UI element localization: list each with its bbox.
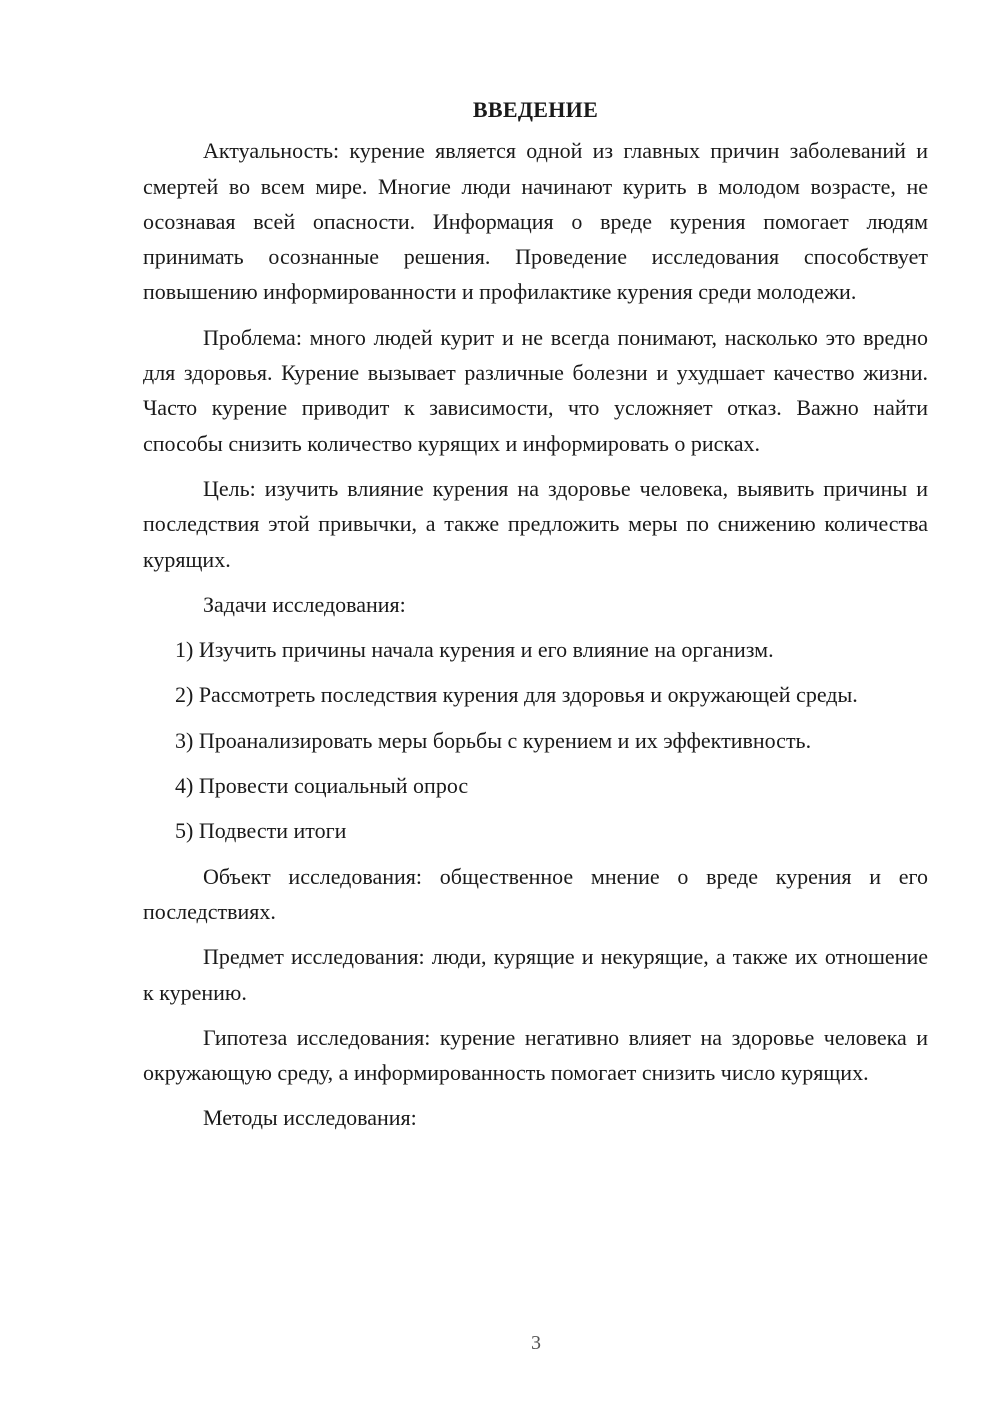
object-paragraph: Объект исследования: общественное мнение о вреде курения и его последствиях. bbox=[143, 863, 928, 924]
tasks-list bbox=[143, 632, 928, 848]
page-title: ВВЕДЕНИЕ bbox=[472, 97, 599, 122]
tasks-heading: Задачи исследования: bbox=[203, 591, 406, 617]
relevance-paragraph: Актуальность: курение является одной из главных причин заболеваний и смертей во всем мире. Многие люди начинают курить в молодом возрасте, не осознавая всей опасности. Информация о вреде курения помогает людям принимать осознанные решения. Проведение исследования способствует повышению информированности и профилактике курения среди молодежи. bbox=[143, 138, 928, 305]
document-page bbox=[143, 92, 928, 1146]
task-item: 5) Подвести итоги bbox=[175, 818, 347, 844]
hypothesis-paragraph: Гипотеза исследования: курение негативно влияет на здоровье человека и окружающую среду, а информированность помогает снизить число курящих. bbox=[143, 1024, 928, 1086]
methods-heading: Методы исследования: bbox=[203, 1105, 417, 1131]
subject-paragraph: Предмет исследования: люди, курящие и некурящие, а также их отношение к курению. bbox=[143, 944, 928, 1005]
task-item: 1) Изучить причины начала курения и его влияние на организм. bbox=[175, 637, 774, 663]
problem-paragraph: Проблема: много людей курит и не всегда понимают, насколько это вредно для здоровья. Курение вызывает различные болезни и ухудшает качество жизни. Часто курение приводит к зависимости, что усложняет отказ. Важно найти способы снизить количество курящих и информировать о рисках. bbox=[143, 324, 928, 456]
task-item: 4) Провести социальный опрос bbox=[175, 773, 469, 799]
goal-paragraph: Цель: изучить влияние курения на здоровье человека, выявить причины и последствия этой привычки, а также предложить меры по снижению количества курящих. bbox=[143, 475, 928, 572]
task-item: 3) Проанализировать меры борьбы с курением и их эффективность. bbox=[175, 727, 812, 753]
task-item: 2) Рассмотреть последствия курения для здоровья и окружающей среды. bbox=[175, 682, 858, 708]
page-number: 3 bbox=[531, 1332, 541, 1354]
